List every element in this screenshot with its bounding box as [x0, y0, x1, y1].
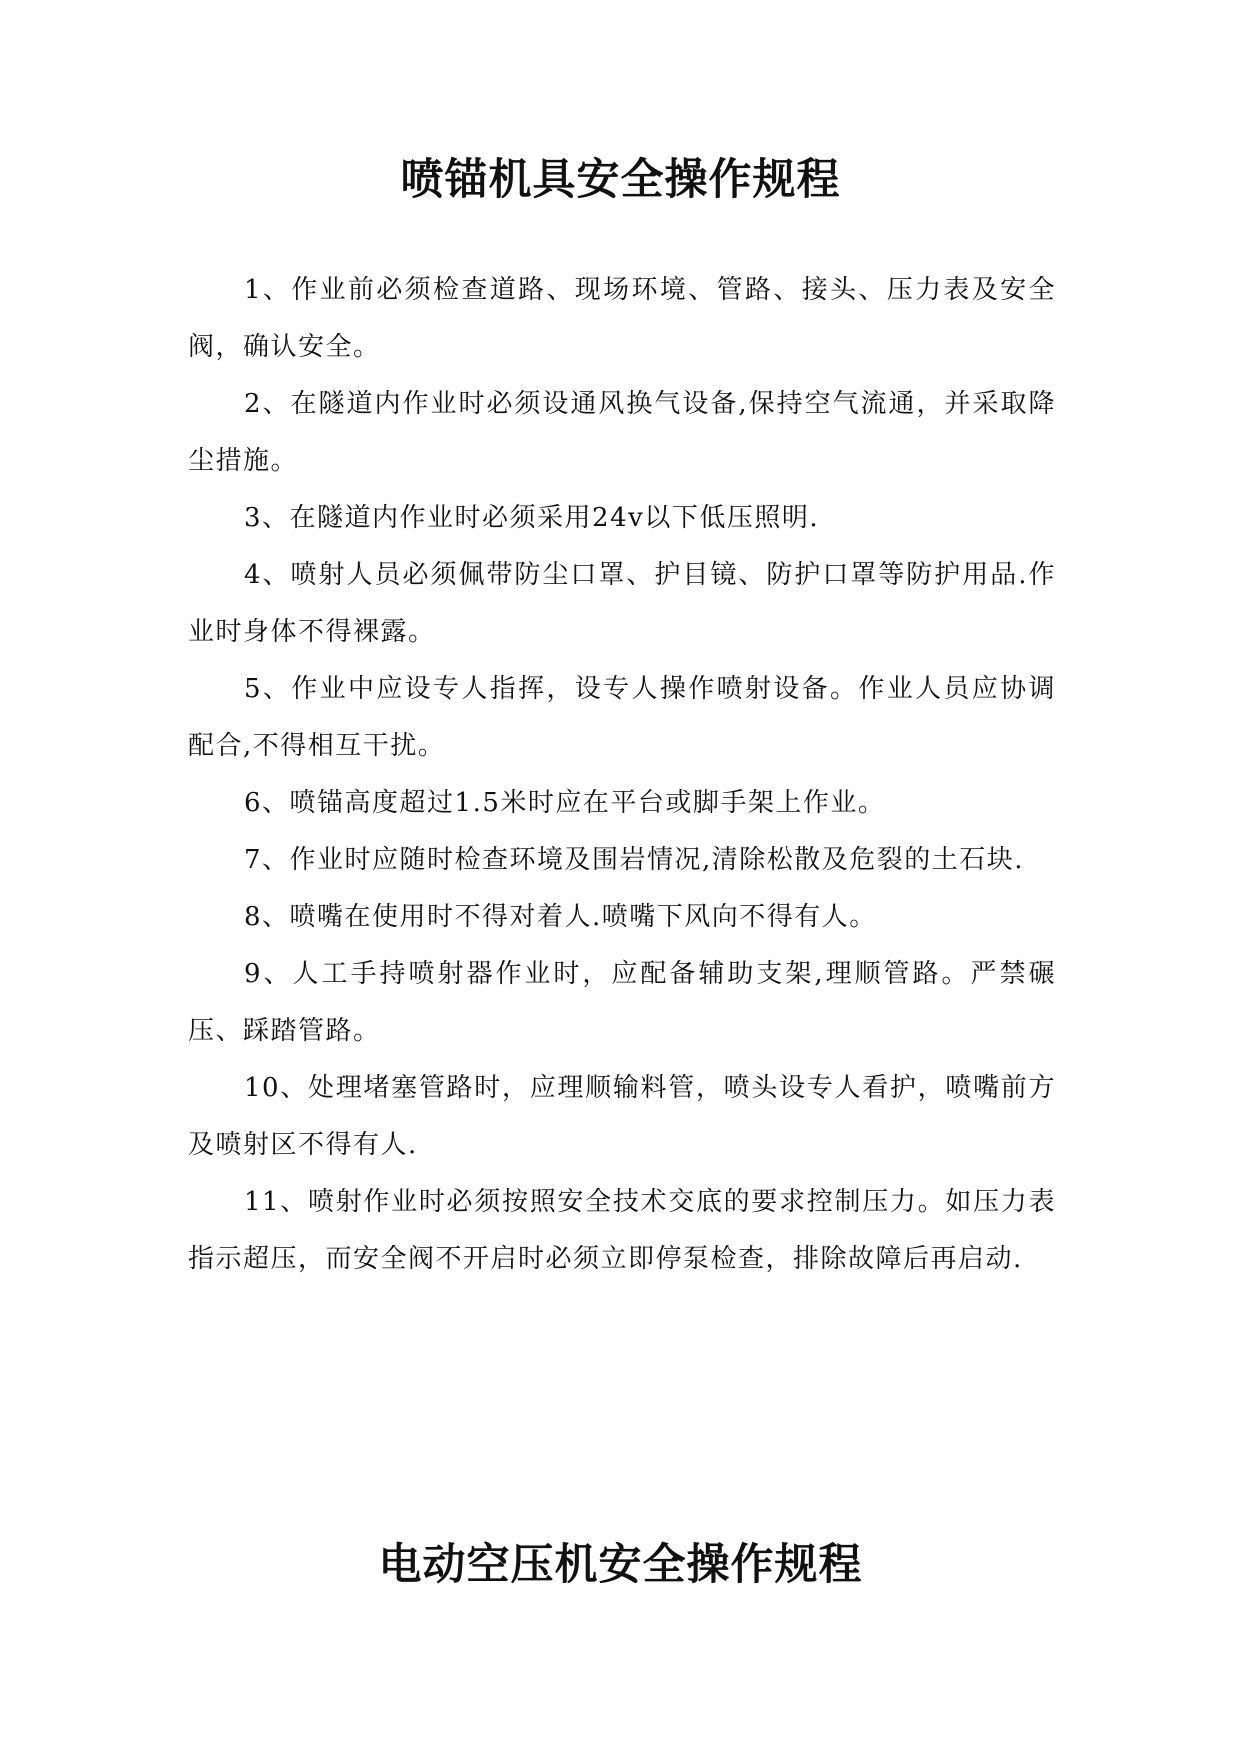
- procedure-item: 1、作业前必须检查道路、现场环境、管路、接头、压力表及安全阀，确认安全。: [188, 275, 1056, 362]
- procedure-list: [188, 262, 1056, 1288]
- procedure-item: 4、喷射人员必须佩带防尘口罩、护目镜、防护口罩等防护用品.作业时身体不得裸露。: [188, 560, 1056, 647]
- procedure-item: 3、在隧道内作业时必须采用24v以下低压照明.: [244, 503, 820, 533]
- procedure-item: 9、人工手持喷射器作业时，应配备辅助支架,理顺管路。严禁碾压、踩踏管路。: [188, 959, 1056, 1046]
- section-title: 电动空压机安全操作规程: [378, 1540, 863, 1590]
- procedure-item: 2、在隧道内作业时必须设通风换气设备,保持空气流通，并采取降尘措施。: [188, 389, 1056, 476]
- procedure-item: 10、处理堵塞管路时，应理顺输料管，喷头设专人看护，喷嘴前方及喷射区不得有人.: [188, 1073, 1056, 1160]
- procedure-item: 11、喷射作业时必须按照安全技术交底的要求控制压力。如压力表指示超压，而安全阀不开启时必须立即停泵检查，排除故障后再启动.: [188, 1187, 1056, 1274]
- section-title: 喷锚机具安全操作规程: [400, 155, 841, 205]
- procedure-item: 6、喷锚高度超过1.5米时应在平台或脚手架上作业。: [244, 788, 886, 818]
- procedure-item: 7、作业时应随时检查环境及围岩情况,清除松散及危裂的土石块.: [244, 845, 1025, 875]
- procedure-item: 5、作业中应设专人指挥，设专人操作喷射设备。作业人员应协调配合,不得相互干扰。: [188, 674, 1056, 761]
- procedure-item: 8、喷嘴在使用时不得对着人.喷嘴下风向不得有人。: [244, 902, 877, 932]
